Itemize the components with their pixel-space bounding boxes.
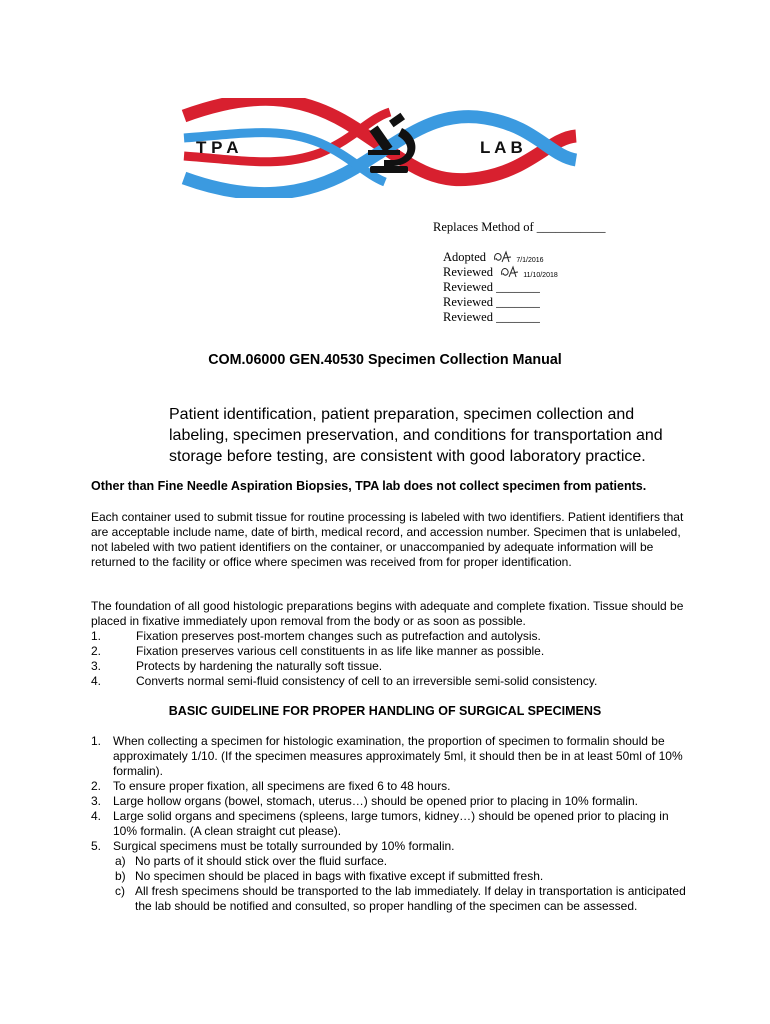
- list-item: c) All fresh specimens should be transported to the lab immediately. If delay in transportation is anticipated the lab should be notified and consulted, so proper handling of the specimen can be assessed.: [115, 884, 686, 913]
- labeling-paragraph: Each container used to submit tissue for routine processing is labeled with two identifiers. Patient identifiers that are acceptable include name, date of birth, medical record, and accession number. Specimen that is unlabeled, not labeled with two patient identifiers on the container, or unaccompanied by adequate information will be returned to the facility or office where specimen was received from for proper identification.: [91, 510, 684, 569]
- guideline-list: [91, 734, 691, 914]
- list-item: a) No parts of it should stick over the fluid surface.: [115, 854, 388, 868]
- collection-notice: Other than Fine Needle Aspiration Biopsies, TPA lab does not collect specimen from patients.: [91, 479, 647, 493]
- list-item: 5. Surgical specimens must be totally surrounded by 10% formalin. a) No parts of it should stick over the fluid surface. b) No specimen should be placed in bags with fixative except if submitted fresh. c) All fresh specimens should be transported to the lab immediately. If delay in transportation is anticipated the lab should be notified and consulted, so proper handling of the specimen can be assessed.: [91, 839, 691, 914]
- sub-guideline-list: [113, 854, 691, 914]
- list-item: 2. Fixation preserves various cell constituents in as life like manner as possible.: [91, 644, 545, 658]
- approval-block: [433, 220, 606, 325]
- document-title: COM.06000 GEN.40530 Specimen Collection Manual: [208, 352, 562, 368]
- fixation-section: [91, 599, 691, 689]
- fixation-list: [91, 629, 691, 689]
- adopted-row: [433, 250, 606, 265]
- reviewed-date: 11/10/2018: [523, 272, 558, 279]
- list-item: 3. Large hollow organs (bowel, stomach, uterus…) should be opened prior to placing in 10% formalin.: [91, 794, 638, 808]
- list-item: 3. Protects by hardening the naturally soft tissue.: [91, 659, 383, 673]
- replaces-method: Replaces Method of ___________: [433, 220, 606, 234]
- adopted-label: Adopted: [443, 250, 487, 264]
- signature-initials: [500, 265, 520, 279]
- logo-right-text: L A B: [480, 138, 523, 157]
- reviewed-row-blank: Reviewed _______: [443, 280, 540, 294]
- adopted-date: 7/1/2016: [516, 257, 544, 264]
- list-item: 4. Large solid organs and specimens (spleens, large tumors, kidney…) should be opened prior to placing in 10% formalin. (A clean straight cut please).: [91, 809, 669, 838]
- reviewed-label: Reviewed: [443, 265, 493, 279]
- reviewed-row-blank: Reviewed _______: [443, 310, 540, 324]
- signature-initials: [493, 250, 513, 264]
- list-item: b) No specimen should be placed in bags with fixative except if submitted fresh.: [115, 869, 544, 883]
- list-item: 1. When collecting a specimen for histologic examination, the proportion of specimen to formalin should be approximately 1/10. (If the specimen measures approximately 5ml, it should then be in at least 50ml of 10% formalin).: [91, 734, 683, 778]
- list-item: 1. Fixation preserves post-mortem changes such as putrefaction and autolysis.: [91, 629, 541, 643]
- fixation-paragraph: The foundation of all good histologic preparations begins with adequate and complete fixation. Tissue should be placed in fixative immediately upon removal from the body or as soon as possible.: [91, 599, 684, 628]
- list-item: 4. Converts normal semi-fluid consistency of cell to an irreversible semi-solid consistency.: [91, 674, 598, 688]
- guideline-heading: BASIC GUIDELINE FOR PROPER HANDLING OF SURGICAL SPECIMENS: [168, 704, 602, 718]
- logo-left-text: T P A: [196, 138, 239, 157]
- reviewed-row-blank: Reviewed _______: [443, 295, 540, 309]
- list-item: 2. To ensure proper fixation, all specimens are fixed 6 to 48 hours.: [91, 779, 451, 793]
- tpa-lab-logo: [180, 98, 580, 198]
- lead-statement: Patient identification, patient preparation, specimen collection and labeling, specimen preservation, and conditions for transportation and storage before testing, are consistent with good laboratory practice.: [169, 406, 663, 465]
- reviewed-row-1: [433, 265, 606, 280]
